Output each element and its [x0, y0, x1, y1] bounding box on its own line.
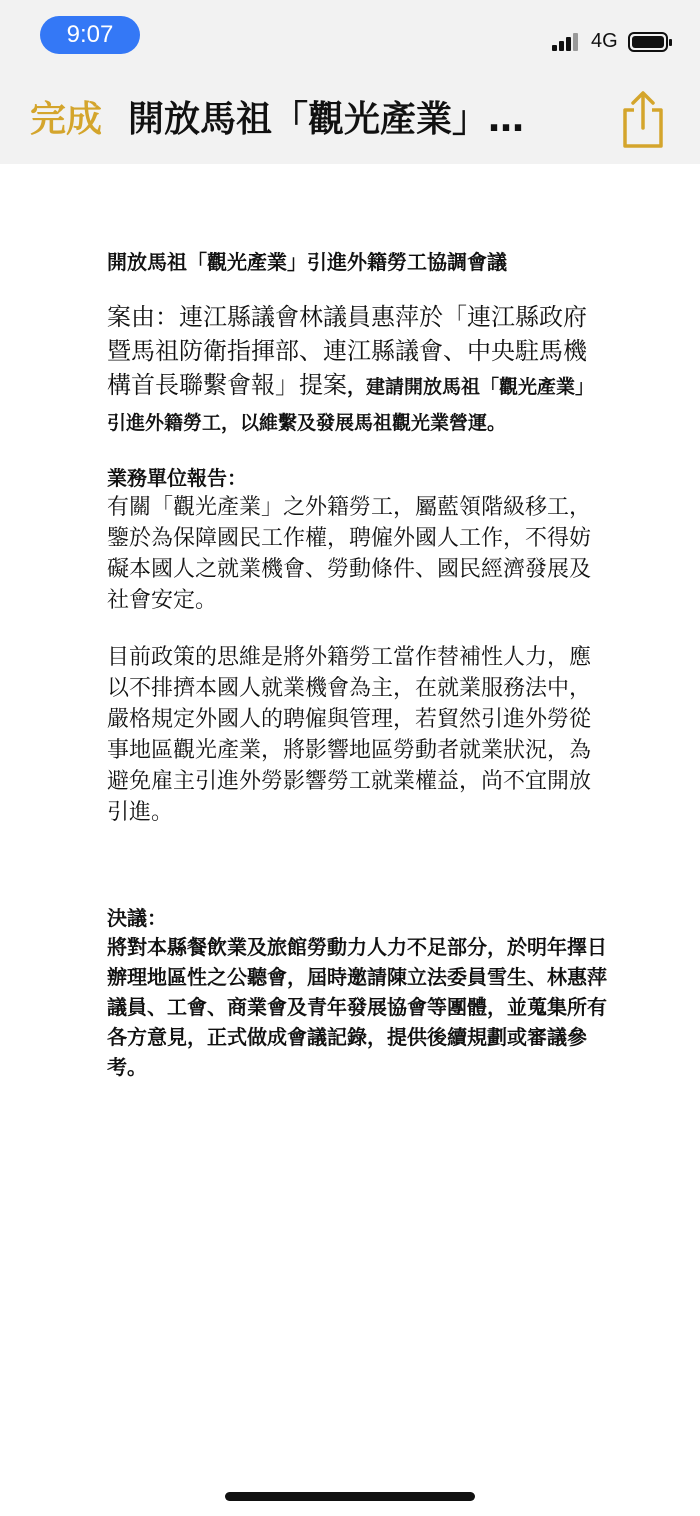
share-icon[interactable] [617, 90, 669, 150]
case-intro-text: 案由：連江縣議會林議員惠萍於「連江縣政府暨馬祖防衛指揮部、連江縣議會、中央駐馬機構首長聯繫會報」提案 [107, 303, 587, 399]
done-button[interactable]: 完成 [30, 99, 103, 140]
resolution-heading: 決議： [107, 906, 167, 930]
cellular-signal-icon [552, 33, 582, 51]
battery-icon [628, 32, 668, 52]
document-title: 開放馬祖「觀光產業」引進外籍勞工協調會議 [107, 250, 507, 274]
report-heading: 業務單位報告： [107, 466, 247, 490]
report-paragraph-2: 目前政策的思維是將外籍勞工當作替補性人力，應以不排擠本國人就業機會為主，在就業服務法中，嚴格規定外國人的聘僱與管理，若貿然引進外勞從事地區觀光產業，將影響地區勞動者就業狀況，為避免雇主引進外勞影響勞工就業權益，尚不宜開放引進。 [107, 645, 592, 825]
status-time[interactable]: 9:07 [40, 16, 140, 54]
case-detail-text: ，建請開放馬祖「觀光產業」引進外籍勞工，以維繫及發展馬祖觀光業營運。 [107, 376, 595, 434]
report-paragraph-1: 有關「觀光產業」之外籍勞工，屬藍領階級移工，鑒於為保障國民工作權，聘僱外國人工作，不得妨礙本國人之就業機會、勞動條件、國民經濟發展及社會安定。 [107, 495, 592, 613]
navigation-bar [0, 70, 700, 164]
document-body [107, 245, 607, 1082]
status-bar [0, 0, 700, 70]
case-statement [107, 300, 607, 440]
resolution-text: 將對本縣餐飲業及旅館勞動力人力不足部分，於明年擇日辦理地區性之公聽會，屆時邀請陳立法委員雪生、林惠萍議員、工會、商業會及青年發展協會等團體，並蒐集所有各方意見，正式做成會議記錄，提供後續規劃或審議參考。 [107, 935, 607, 1079]
network-type: 4G [591, 30, 618, 52]
home-indicator[interactable] [225, 1492, 475, 1501]
page-title: 開放馬祖「觀光產業」… [128, 99, 525, 140]
